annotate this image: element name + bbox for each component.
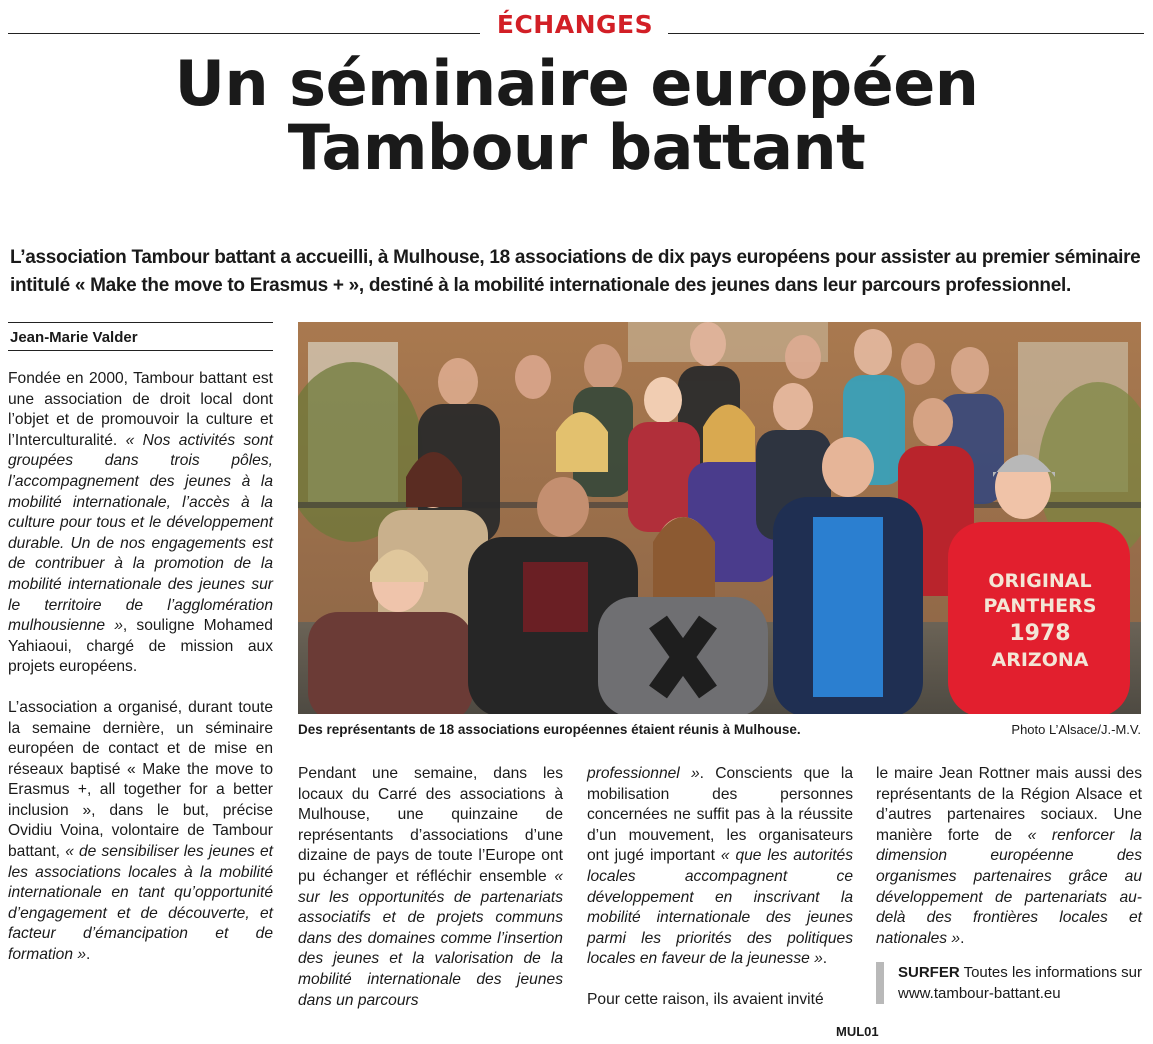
paragraph: le maire Jean Rottner mais aussi des représentants de la Région Alsace et d’autres partenaires sociaux. Une manière forte de « renforcer la dimension européenne des organismes partenaires grâce au développement de partenariats au-delà des frontières locales et nationales ». <box>876 765 1142 947</box>
shirt-text-3: 1978 <box>1009 621 1071 646</box>
headline-line-1: Un séminaire européen <box>174 47 979 120</box>
surfer-box <box>876 962 1153 1004</box>
shirt-text-2: PANTHERS <box>983 595 1097 617</box>
shirt-text-1: ORIGINAL <box>988 570 1092 592</box>
paragraph-2: Pour cette raison, ils avaient invité <box>587 990 824 1008</box>
lede-line-2: intitulé « Make the move to Erasmus + », destiné à la mobilité internationale des jeunes dans leur parcours professionnel. <box>10 275 1071 296</box>
paragraph-1: Fondée en 2000, Tambour battant est une association de droit local dont l’objet et de promouvoir la culture et l’Interculturalité. « Nos activités sont groupées dans trois pôles, l’accompagnement des jeunes à la mobilité internationale, l’accès à la culture pour tous et le développement durable. Un de nos engagements est de contribuer à la promotion de la mobilité internationale des jeunes sur le territoire de l’agglomération mulhousienne », souligne Mohamed Yahiaoui, chargé de mission aux projets européens. <box>8 370 273 676</box>
headline <box>0 47 1153 184</box>
quote: « Nos activités sont groupées dans trois pôles, l’accompagnement des jeunes à la mobilité internationale, l’accès à la culture pour tous et le développement durable. Un de nos engagements est de contribuer à la promotion de la mobilité internationale des jeunes sur le territoire de l’agglomération mulhousienne » <box>8 431 273 635</box>
paragraph-2: L’association a organisé, durant toute la semaine dernière, un séminaire européen de contact et de mise en réseaux baptisé « Make the move to Erasmus +, all together for a better inclusion », dans le but, précise Ovidiu Voina, volontaire de Tambour battant, « de sensibiliser les jeunes et les associations locales à la mobilité internationale en tant qu’opportunité d’engagement et de découverte, et facteur d’émancipation et de formation ». <box>8 698 273 964</box>
lede <box>10 244 1145 300</box>
byline-rule-top <box>8 322 273 323</box>
page-folio: MUL01 <box>836 1024 879 1039</box>
quote: professionnel » <box>587 765 700 782</box>
lede-line-1: L’association Tambour battant a accueilli, à Mulhouse, 18 associations de dix pays européens pour assister au premier séminaire <box>10 247 1141 268</box>
photo-credit: Photo L’Alsace/J.-M.V. <box>1011 722 1141 737</box>
quote: « renforcer la dimension européenne des organismes partenaires grâce au développement de partenariats au-delà des frontières locales et nationales » <box>876 826 1142 947</box>
byline-rule-bottom <box>8 350 273 351</box>
rubric-label: ÉCHANGES <box>496 10 654 39</box>
column-1 <box>8 369 273 966</box>
rubric-rule-left <box>8 33 480 34</box>
quote: « de sensibiliser les jeunes et les associations locales à la mobilité internationale en tant qu’opportunité d’engagement et de découverte, et facteur d’émancipation et de formation » <box>8 843 273 964</box>
paragraph: Pendant une semaine, dans les locaux du Carré des associations à Mulhouse, une quinzaine de représentants d’associations d’une dizaine de pays de toute l’Europe ont pu échanger et réfléchir ensemble « sur les opportunités de partenariats associatifs et de projets communs dans des domaines comme l’insertion des jeunes et la valorisation de la mobilité internationale des jeunes dans un parcours <box>298 765 563 1009</box>
shirt-text-4: ARIZONA <box>991 649 1089 671</box>
column-3 <box>587 764 853 1011</box>
column-2 <box>298 764 563 1011</box>
surfer-url[interactable]: www.tambour-battant.eu <box>898 985 1061 1002</box>
quote: « sur les opportunités de partenariats associatifs et de projets communs dans des domaines comme l’insertion des jeunes et la valorisation de la mobilité internationale des jeunes dans un parcours <box>298 867 563 1009</box>
rubric-rule-right <box>668 33 1144 34</box>
surfer-line-1: SURFER Toutes les informations sur <box>898 964 1142 981</box>
paragraph-1: professionnel ». Conscients que la mobilisation des personnes concernées ne suffit pas à la réussite d’un mouvement, les organisateurs ont jugé important « que les autorités locales accompagnent ce développement en inscrivant la mobilité internationale des jeunes parmi les priorités des politiques locales en faveur de la jeunesse ». <box>587 765 854 968</box>
photo-caption: Des représentants de 18 associations européennes étaient réunis à Mulhouse. <box>298 722 801 737</box>
column-4 <box>876 764 1142 949</box>
group-photo-illustration <box>298 322 1141 714</box>
byline: Jean-Marie Valder <box>10 329 138 346</box>
group-photo <box>298 322 1141 714</box>
quote: « que les autorités locales accompagnent ce développement en inscrivant la mobilité internationale des jeunes parmi les priorités des politiques locales en faveur de la jeunesse » <box>587 847 854 968</box>
surfer-label: SURFER <box>898 964 960 981</box>
headline-line-2: Tambour battant <box>287 111 866 184</box>
